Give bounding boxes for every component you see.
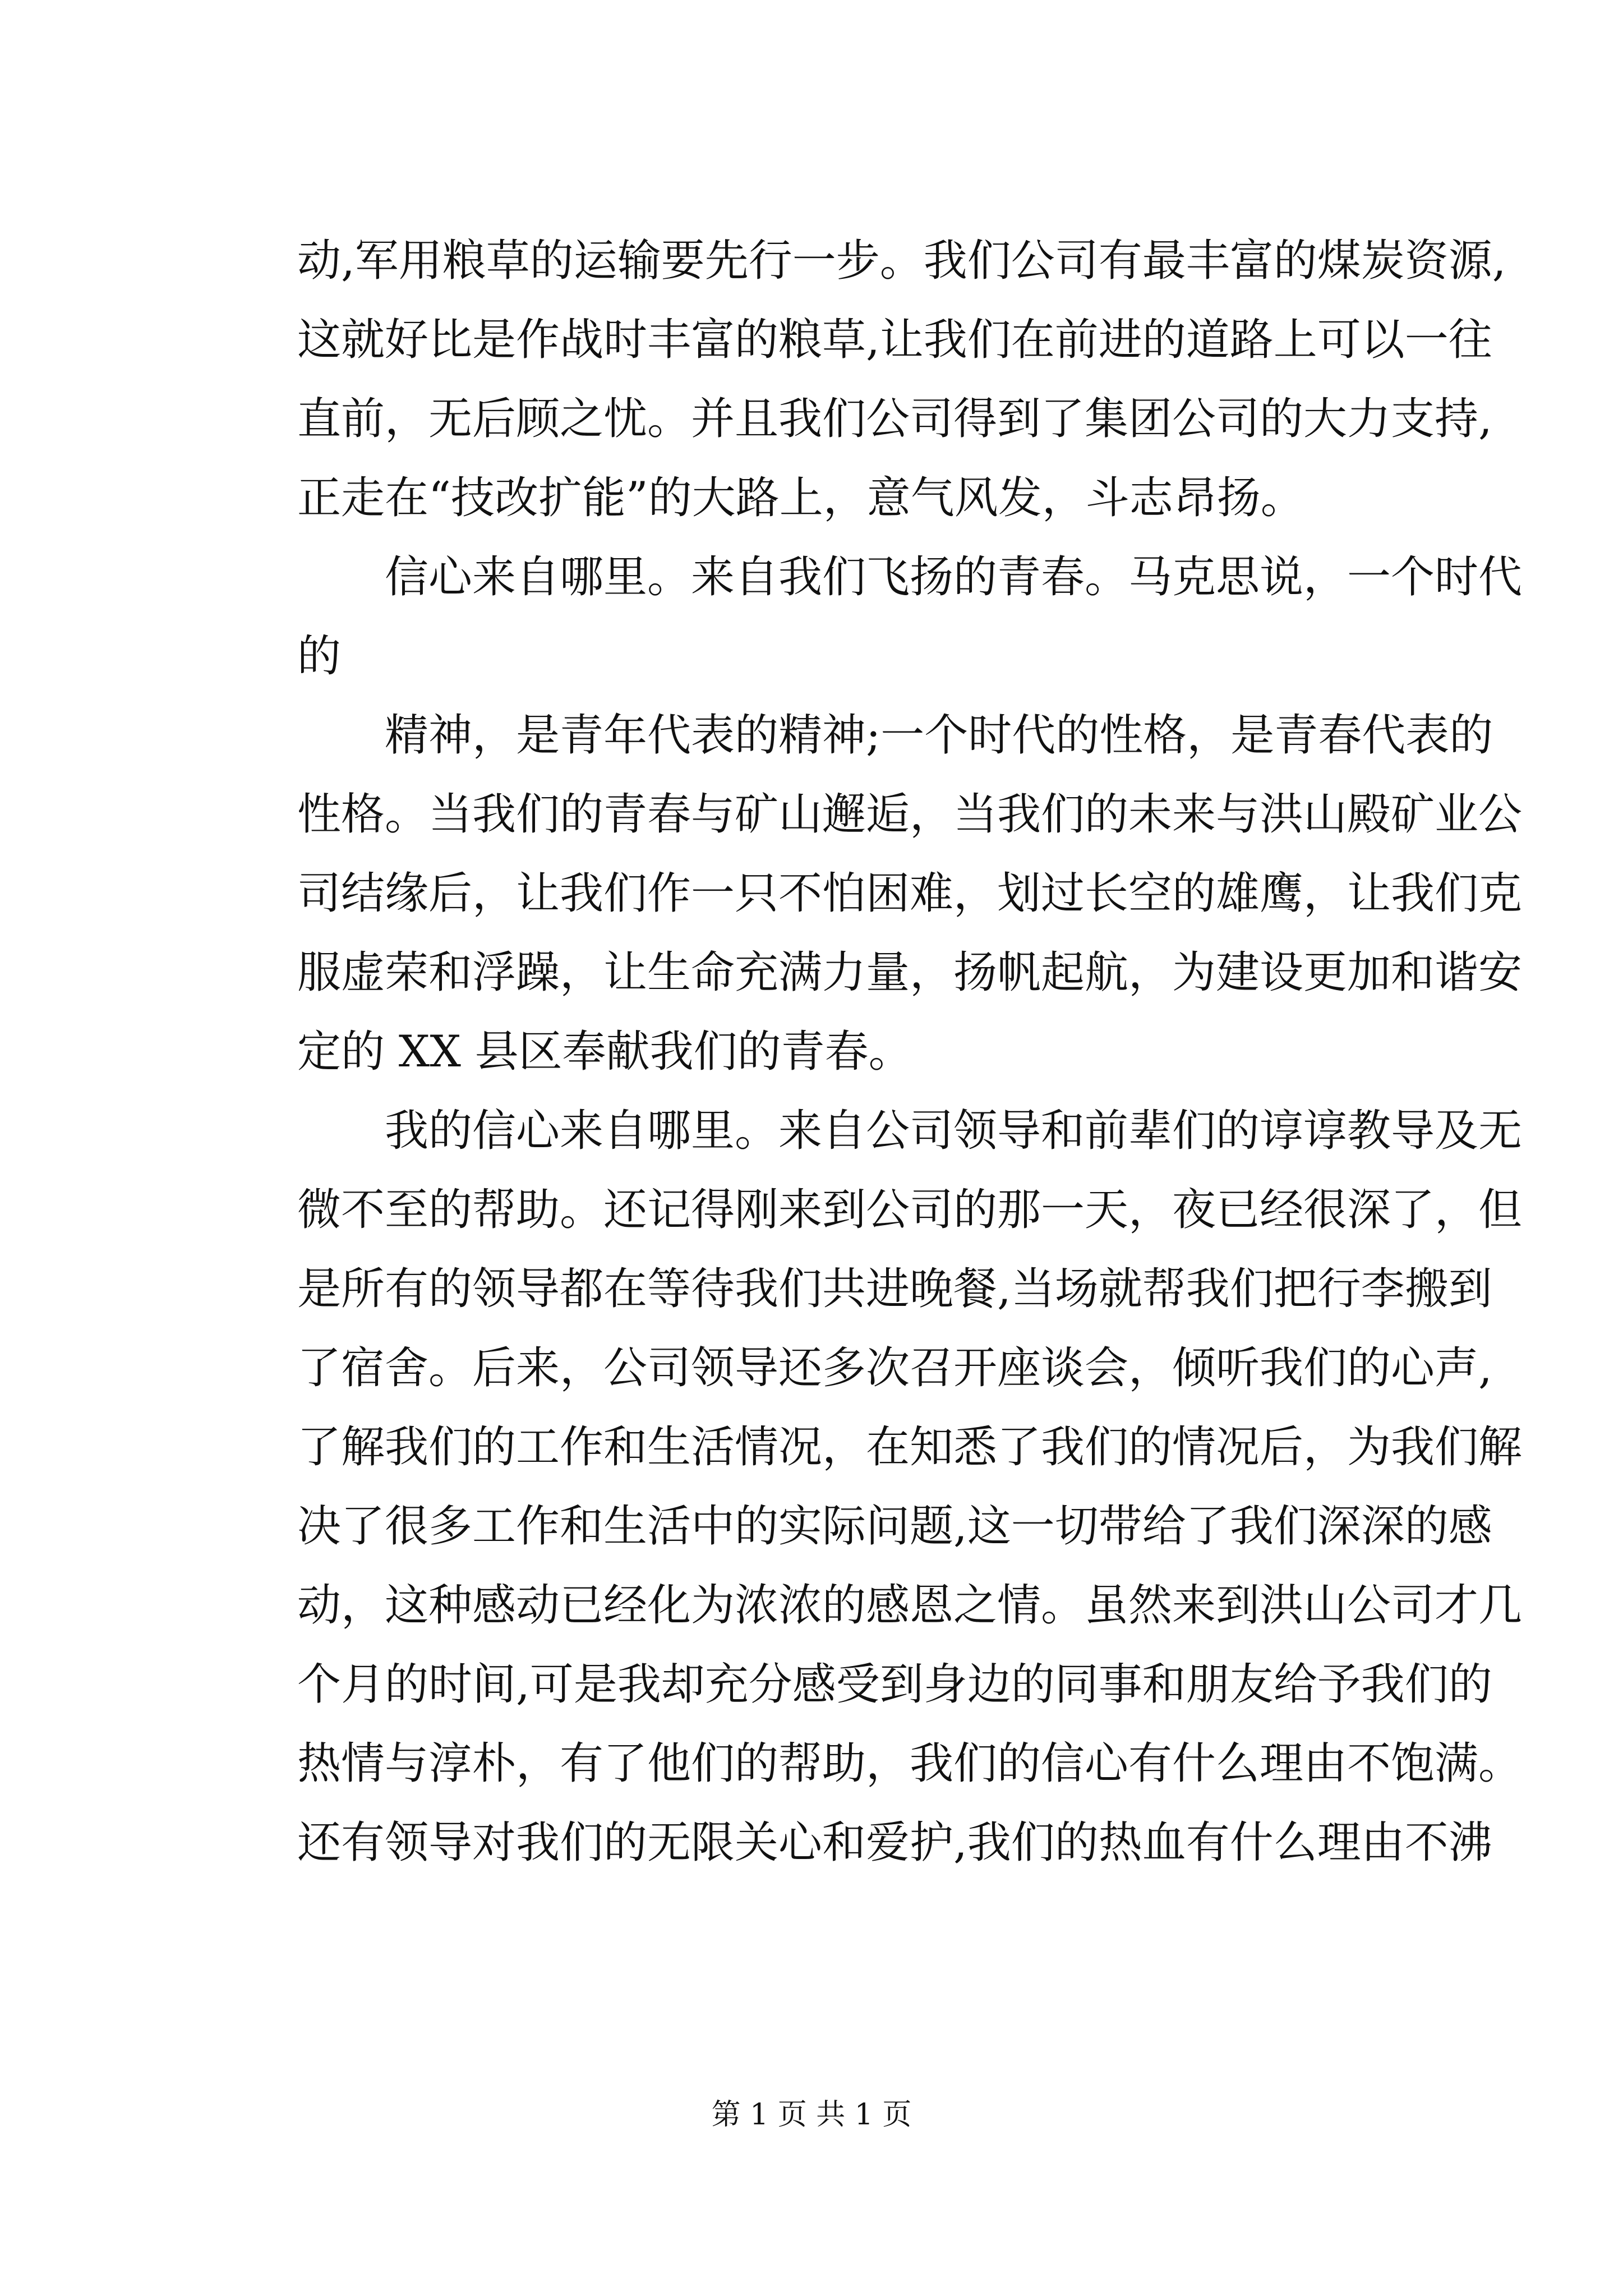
text-line: 了宿舍。后来，公司领导还多次召开座谈会，倾听我们的心声, [297,1343,1492,1393]
text-line: 的 [297,631,342,682]
text-line: 服虚荣和浮躁，让生命充满力量，扬帆起航，为建设更加和谐安 [297,947,1523,998]
text-line: 还有领导对我们的无限关心和爱护,我们的热血有什么理由不沸 [297,1818,1492,1868]
text-line: 司结缘后，让我们作一只不怕困难，划过长空的雄鹰，让我们克 [297,868,1523,919]
text-line: 了解我们的工作和生活情况，在知悉了我们的情况后，为我们解 [297,1422,1523,1473]
paragraph-first-line: 我的信心来自哪里。来自公司领导和前辈们的谆谆教导及无 [385,1106,1523,1156]
text-line: 这就好比是作战时丰富的粮草,让我们在前进的道路上可以一往 [297,315,1492,365]
page-footer: 第 1 页 共 1 页 [711,2098,912,2132]
document-body [297,222,1523,1883]
text-line: 动,军用粮草的运输要先行一步。我们公司有最丰富的煤炭资源, [297,236,1506,286]
text-line: 直前，无后顾之忧。并且我们公司得到了集团公司的大力支持, [297,394,1492,444]
text-line: 定的 XX 县区奉献我们的青春。 [297,1027,912,1077]
text-line: 微不至的帮助。还记得刚来到公司的那一天，夜已经很深了，但 [297,1185,1523,1235]
text-line: 是所有的领导都在等待我们共进晚餐,当场就帮我们把行李搬到 [297,1264,1492,1314]
text-line: 个月的时间,可是我却充分感受到身边的同事和朋友给予我们的 [297,1659,1492,1710]
text-line: 性格。当我们的青春与矿山邂逅，当我们的未来与洪山殿矿业公 [297,789,1523,840]
text-line: 正走在“技改扩能”的大路上，意气风发，斗志昂扬。 [297,473,1304,523]
text-line: 动，这种感动已经化为浓浓的感恩之情。虽然来到洪山公司才几 [297,1580,1523,1631]
paragraph-first-line: 精神，是青年代表的精神;一个时代的性格，是青春代表的 [385,710,1493,761]
paragraph-first-line: 信心来自哪里。来自我们飞扬的青春。马克思说，一个时代 [385,552,1523,602]
text-line: 热情与淳朴，有了他们的帮助，我们的信心有什么理由不饱满。 [297,1738,1523,1789]
text-line: 决了很多工作和生活中的实际问题,这一切带给了我们深深的感 [297,1501,1492,1552]
